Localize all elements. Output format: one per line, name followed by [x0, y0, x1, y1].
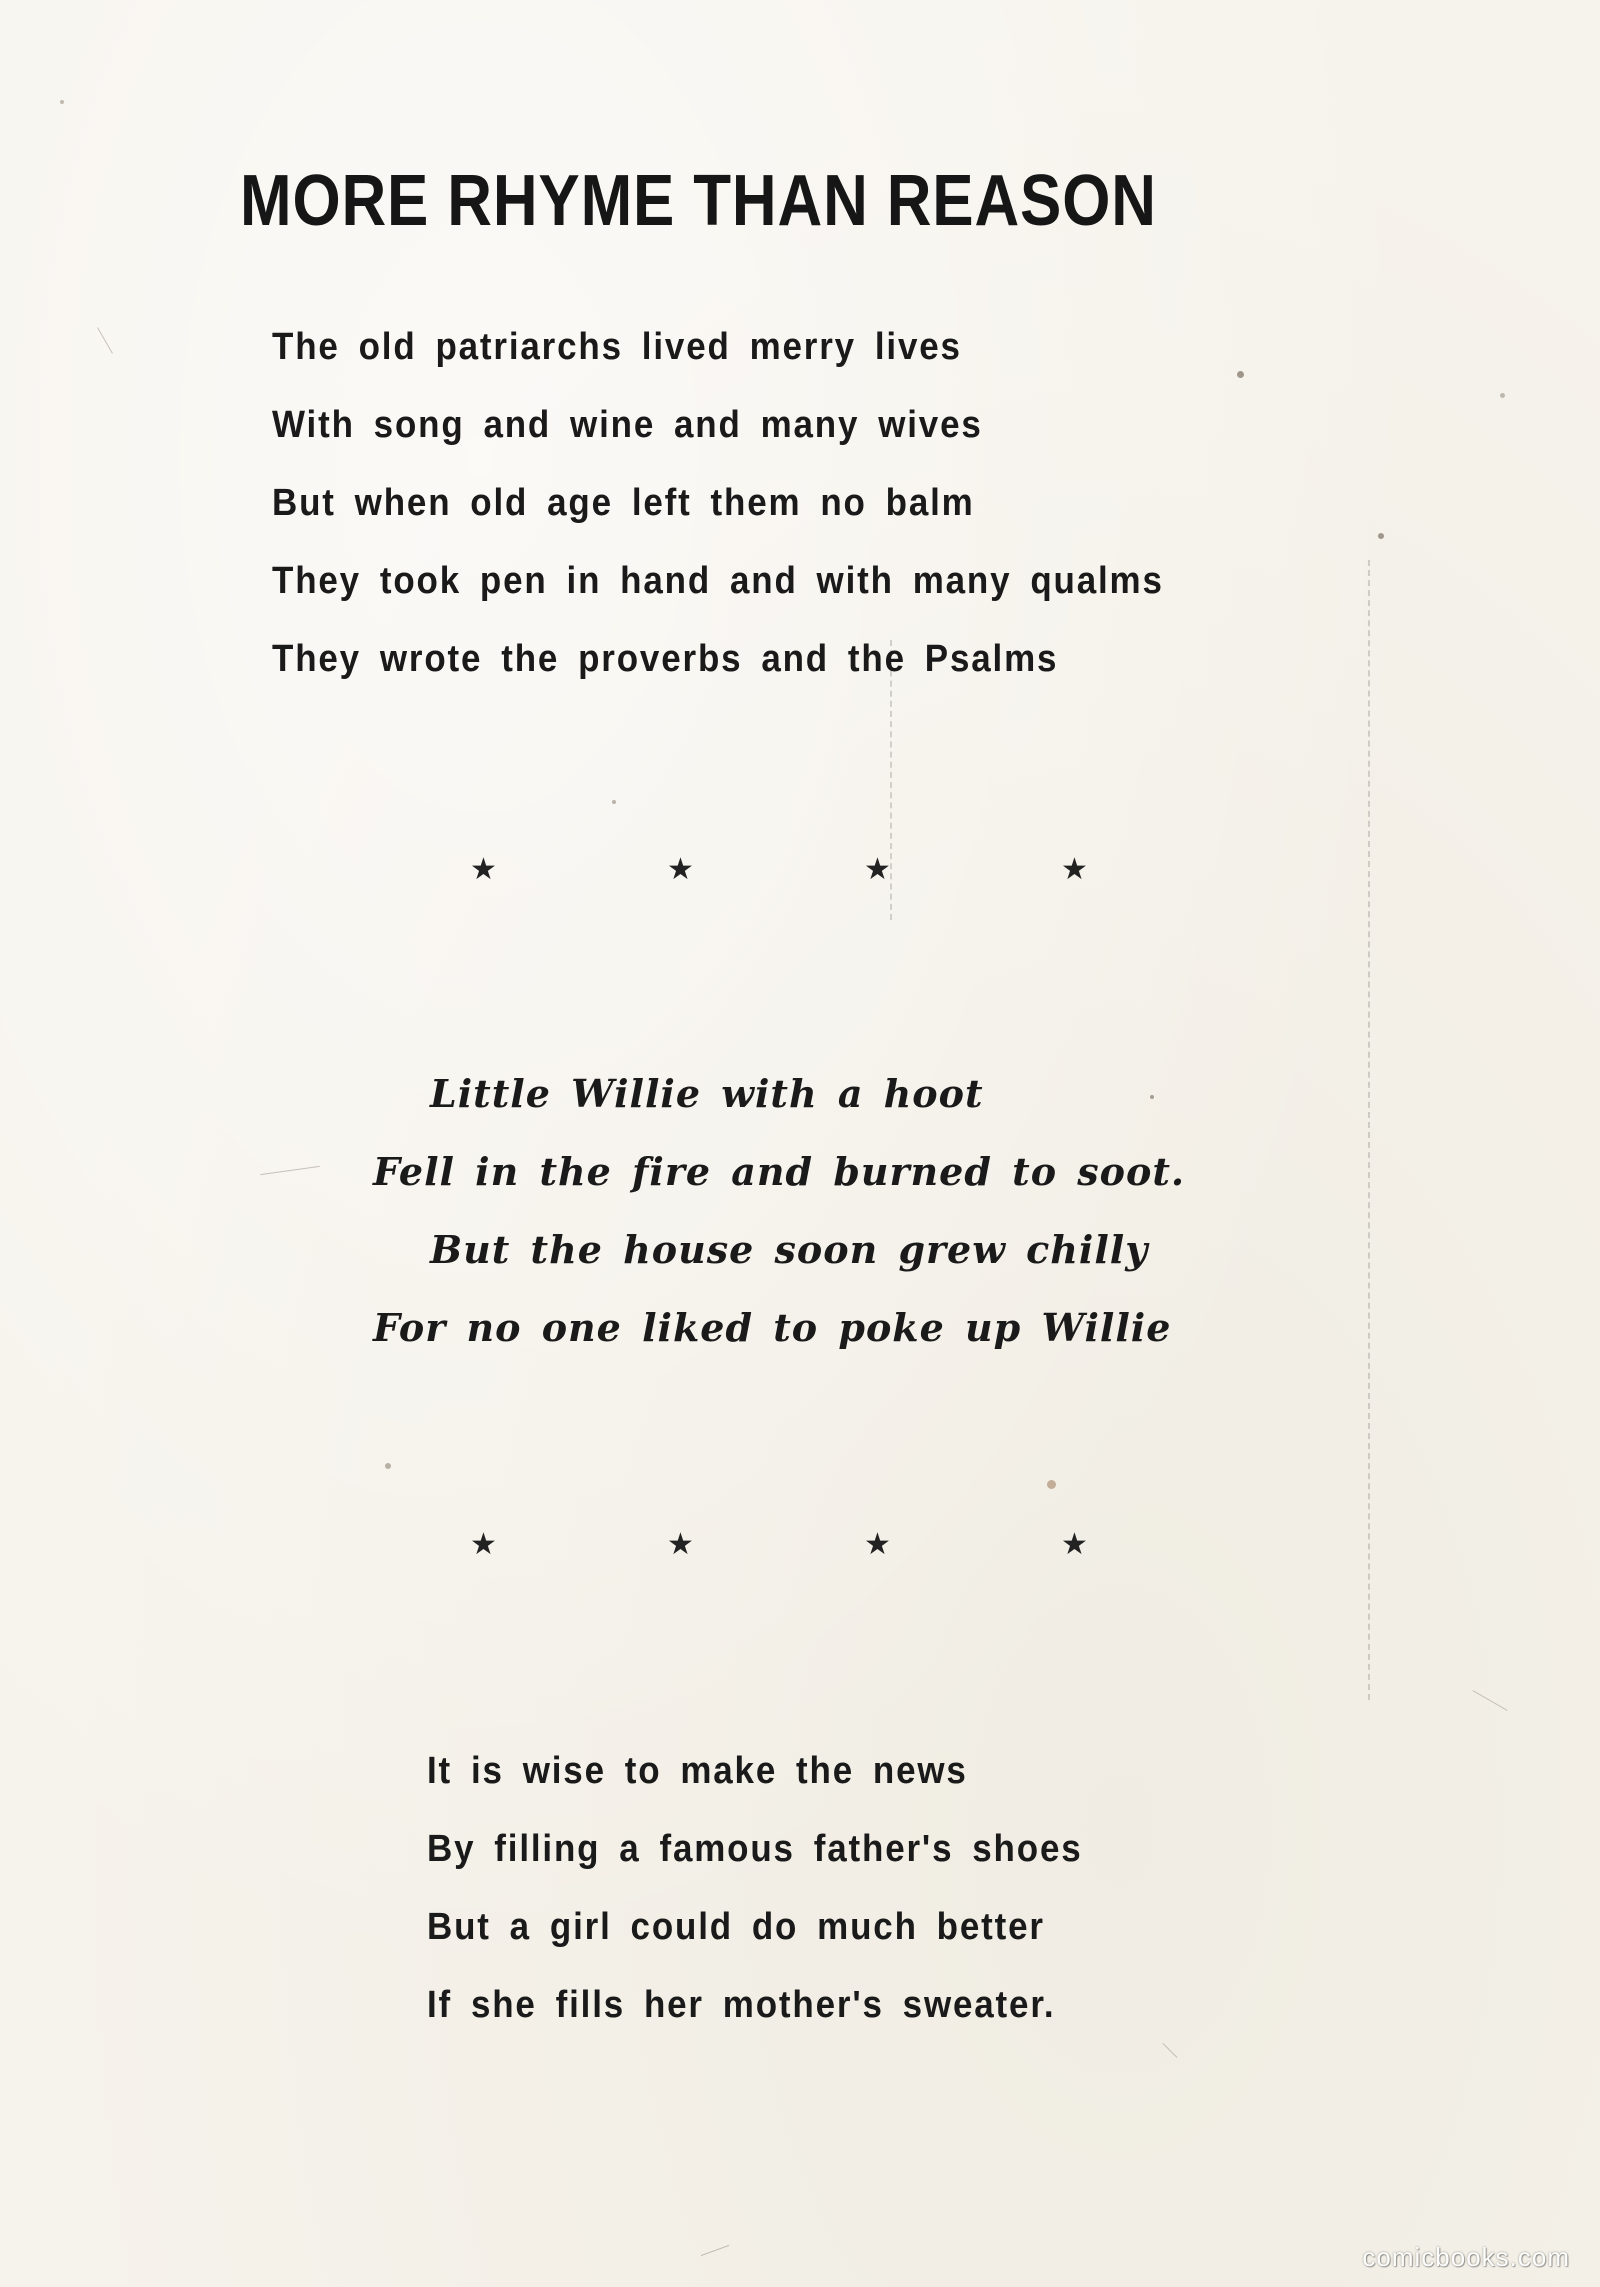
stanza-line: By filling a famous father's shoes	[427, 1828, 1083, 1870]
watermark: comicbooks.com	[1362, 2242, 1570, 2272]
paper-fibre	[1472, 1690, 1507, 1711]
stanza-line: Fell in the fire and burned to soot.	[373, 1149, 1186, 1194]
stanza-line: They took pen in hand and with many qualms	[272, 560, 1164, 602]
stanza-line: Little Willie with a hoot	[430, 1071, 984, 1116]
star-separator	[470, 1525, 1110, 1565]
paper-speck	[1047, 1480, 1056, 1489]
paper-fibre	[701, 2245, 730, 2256]
paper-fibre	[1163, 2043, 1178, 2058]
paper-speck	[612, 800, 616, 804]
star-separator	[470, 850, 1110, 890]
stanza-line: It is wise to make the news	[427, 1750, 968, 1792]
star-icon: ★	[864, 1527, 891, 1562]
star-icon: ★	[864, 852, 891, 887]
show-through-line	[1368, 560, 1370, 1700]
stanza-line: But a girl could do much better	[427, 1906, 1045, 1948]
paper-fibre	[260, 1166, 320, 1175]
stanza-line: They wrote the proverbs and the Psalms	[272, 638, 1059, 680]
paper-speck	[60, 100, 64, 104]
star-icon: ★	[470, 852, 497, 887]
stanza-line: With song and wine and many wives	[272, 404, 983, 446]
paper-speck	[385, 1463, 391, 1469]
star-icon: ★	[470, 1527, 497, 1562]
star-icon: ★	[1061, 852, 1088, 887]
paper-speck	[1378, 533, 1384, 539]
paper-speck	[1500, 393, 1505, 398]
stanza-2	[373, 1055, 1185, 1367]
stanza-line: The old patriarchs lived merry lives	[272, 326, 962, 368]
star-icon: ★	[1061, 1527, 1088, 1562]
stanza-line: But the house soon grew chilly	[430, 1227, 1149, 1272]
stanza-line: If she fills her mother's sweater.	[427, 1984, 1056, 2026]
star-icon: ★	[667, 1527, 694, 1562]
stanza-1	[272, 308, 1241, 698]
paper-fibre	[97, 327, 113, 353]
page-title: MORE RHYME THAN REASON	[240, 161, 1157, 241]
star-icon: ★	[667, 852, 694, 887]
stanza-line: But when old age left them no balm	[272, 482, 975, 524]
stanza-3	[427, 1732, 1140, 2044]
stanza-line: For no one liked to poke up Willie	[373, 1305, 1172, 1350]
